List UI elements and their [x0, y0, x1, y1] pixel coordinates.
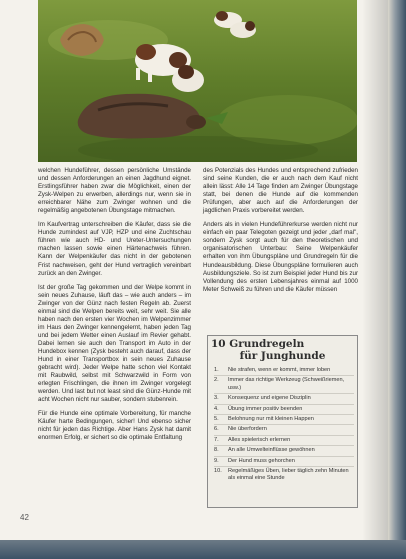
rule-number: 9.: [214, 457, 219, 464]
rule-text: Regelmäßiges Üben, lieber täglich zehn Minuten als einmal eine Stunde: [228, 468, 349, 482]
rule-number: 8.: [214, 447, 219, 454]
divider: [214, 456, 354, 457]
rule-item: [208, 416, 357, 423]
paragraph: des Potenzials des Hundes und entsprechend zufrieden sind seine Kunden, die er auch nach dem Kauf nicht allein lässt: Alle 14 Tage finden am Zwinger Übungstage statt, bei denen die Hunde auf die kommenden Prüfungen, aber auch auf die Anforderungen der jagdlichen Praxis vorbereitet werden.: [203, 167, 358, 215]
paragraph: Ist der große Tag gekommen und der Welpe kommt in sein neues Zuhause, läuft das – wie auch anders – im Zwinger von der Günz nach festen Regeln ab. Zuerst einmal sind die Welpen bereits weit, sehr weit. Sie alle haben nach den ersten vier Wochen im Welpenzimmer im Haus den Zwinger kennengelernt, haben jeden Tag und bei jedem Wetter einen Auslauf im Revier gehabt. Dabei lernen sie auch den Transport im Auto in der Hundebox kennen (Zysk besteht auch darauf, dass der Hund in einer Transportbox in sein neues Zuhause gebracht wird). Jeder Welpe hatte schon viel Kontakt mit Raubwild, selbst mit Schwarzwild in Form von erlegten Frischlingen, die ihnen im Zwinger vorgelegt werden. Und last but not least sind die Günz-Hunde mit acht Wochen nicht nur sauber, sondern stubenrein.: [38, 283, 191, 404]
rule-text: Alles spielerisch erlernen: [228, 436, 291, 443]
rule-text: An alle Umwelteinflüsse gewöhnen: [228, 447, 315, 454]
page-spine-shadow: [362, 0, 388, 540]
rules-box: [207, 335, 358, 508]
article-column-left: [38, 167, 191, 449]
rules-box-title: [208, 338, 357, 362]
page-edge-right: [388, 0, 406, 559]
rule-item: [208, 395, 357, 402]
divider: [214, 445, 354, 446]
rule-item: [208, 468, 357, 483]
rules-title-line1: 10 Grundregeln: [211, 338, 305, 350]
paragraph: welchen Hundeführer, dessen persönliche Umstände und dessen Anforderungen an einen Jagdhund eignet. Erstlingsführer haben zwar die Möglichkeit, einen der Zysk-Welpen zu erwerben, allerdings nur, wenn sie in erreichbarer Nähe zum Zwinger wohnen und die regelmäßig angebotenen Übungstage mitmachen.: [38, 167, 191, 215]
divider: [214, 375, 354, 376]
paragraph: Für die Hunde eine optimale Vorbereitung, für manche Käufer harte Bedingungen, sicher! Und ebenso sicher nicht für jeden das Richtige. Aber Hans Zysk hat damit enormen Erfolg, er sichert so die optimale Entfaltung: [38, 410, 191, 442]
rule-text: Nie überfordern: [228, 426, 267, 433]
rule-item: [208, 458, 357, 465]
rule-text: Immer das richtige Werkzeug (Schweißriemen, usw.): [228, 377, 345, 391]
rule-item: [208, 437, 357, 444]
photo-dogs-with-game: [38, 0, 357, 162]
rule-text: Nie strafen, wenn er kommt, immer loben: [228, 367, 331, 373]
page-number: 42: [20, 513, 29, 522]
rule-text: Belohnung nur mit kleinen Happen: [228, 416, 314, 423]
rule-item: [208, 377, 357, 392]
paragraph: Anders als in vielen Hundeführerkurse werden nicht nur einfach ein paar Telegoten gezeigt und jeder „darf mal", sondern Zysk sorgt auch für den theoretischen und organisatorischen Unterbau: Seine Welpenkäufer erhalten von ihm Übungspläne und Grundregeln für die Hundeausbildung. Diese Übungspläne formulieren auch Ausbildungsziele. So ist zum Beispiel jeder Hund bis zur Vollendung des ersten Lebensjahres einmal auf 1000 Meter Schweiß zu führen und die Käufer müssen: [203, 221, 358, 293]
rule-number: 4.: [214, 405, 219, 412]
rule-number: 2.: [214, 377, 219, 384]
rule-text: Der Hund muss gehorchen: [228, 457, 295, 464]
divider: [214, 435, 354, 436]
rule-item: [208, 406, 357, 413]
rule-number: 10.: [214, 468, 222, 475]
rule-text: Konsequenz und eigene Disziplin: [228, 395, 311, 402]
rule-number: 3.: [214, 395, 219, 402]
rules-list: [208, 367, 357, 483]
rule-item: [208, 367, 357, 374]
divider: [214, 404, 354, 405]
rule-number: 6.: [214, 426, 219, 433]
rule-item: [208, 426, 357, 433]
divider: [214, 393, 354, 394]
rule-number: 5.: [214, 416, 219, 423]
rule-number: 7.: [214, 436, 219, 443]
paragraph: Im Kaufvertrag unterschreiben die Käufer, dass sie die Hunde zumindest auf VJP, HZP und eine Zuchtschau führen wie auch HD- und Ureter-Untersuchungen machen lassen sowie einen Härtenachweis führen. Kann der Welpenkäufer das nicht in der gebotenen Frist nachweisen, geht der Hund vertraglich vereinbart zurück an den Zwinger.: [38, 221, 191, 277]
article-column-right: [203, 167, 358, 300]
rules-title-line2: für Junghunde: [239, 350, 326, 362]
divider: [214, 424, 354, 425]
rule-number: 1.: [214, 367, 219, 373]
page-edge-bottom: [0, 540, 406, 559]
rule-text: Übung immer positiv beenden: [228, 405, 303, 412]
rule-item: [208, 447, 357, 454]
divider: [214, 466, 354, 467]
divider: [214, 414, 354, 415]
